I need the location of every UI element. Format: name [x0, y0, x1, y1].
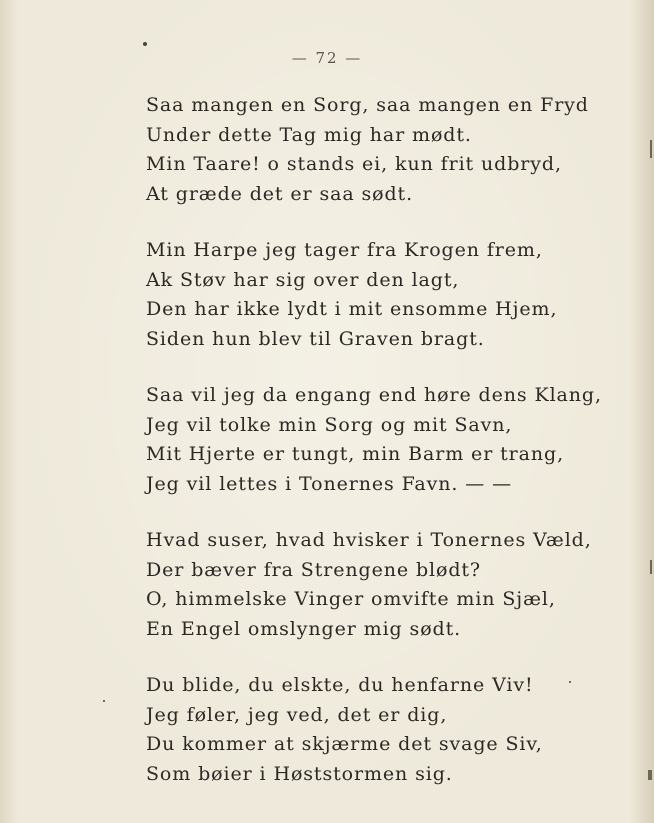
verse-line: Den har ikke lydt i mit ensomme Hjem, [146, 298, 558, 320]
verse-line: Saa vil jeg da engang end høre dens Klang, [146, 384, 602, 406]
ink-speck [143, 42, 147, 46]
verse-line: Hvad suser, hvad hvisker i Tonernes Væld, [146, 529, 592, 551]
verse-line: Der bæver fra Strengene blødt? [146, 558, 482, 581]
verse-line: Ak Støv har sig over den lagt, [146, 268, 460, 291]
verse-line: Jeg føler, jeg ved, det er dig, [146, 703, 448, 726]
verse-line: O, himmelske Vinger omvifte min Sjæl, [146, 588, 556, 610]
verse-line: En Engel omslynger mig sødt. [146, 617, 462, 640]
stanza-1 [146, 91, 589, 209]
page-edge-mark [648, 770, 652, 780]
stanza-2 [146, 236, 566, 354]
verse-line: Som bøier i Høststormen sig. [146, 762, 453, 785]
verse-line: Jeg vil tolke min Sorg og mit Savn, [146, 413, 513, 436]
verse-line: Jeg vil lettes i Tonernes Favn. — — [146, 472, 513, 495]
page-edge-mark [650, 560, 652, 574]
stanza-5 [146, 671, 566, 789]
stanza-4 [146, 526, 592, 644]
verse-line: Siden hun blev til Graven bragt. [146, 327, 485, 350]
verse-line: Min Taare! o stands ei, kun frit udbryd, [146, 153, 562, 175]
ink-speck [103, 700, 105, 702]
verse-line: Min Harpe jeg tager fra Krogen frem, [146, 239, 543, 261]
ink-speck [569, 681, 571, 683]
page-edge-mark [650, 140, 652, 158]
verse-line: Under dette Tag mig har mødt. [146, 123, 472, 146]
verse-line: Du blide, du elskte, du henfarne Viv! [146, 674, 534, 696]
verse-line: At græde det er saa sødt. [146, 182, 414, 205]
verse-line: Saa mangen en Sorg, saa mangen en Fryd [146, 94, 589, 116]
stanza-3 [146, 381, 602, 499]
poem [146, 91, 602, 816]
page-number: — 72 — [291, 49, 363, 67]
verse-line: Du kommer at skjærme det svage Siv, [146, 733, 543, 755]
verse-line: Mit Hjerte er tungt, min Barm er trang, [146, 443, 565, 465]
